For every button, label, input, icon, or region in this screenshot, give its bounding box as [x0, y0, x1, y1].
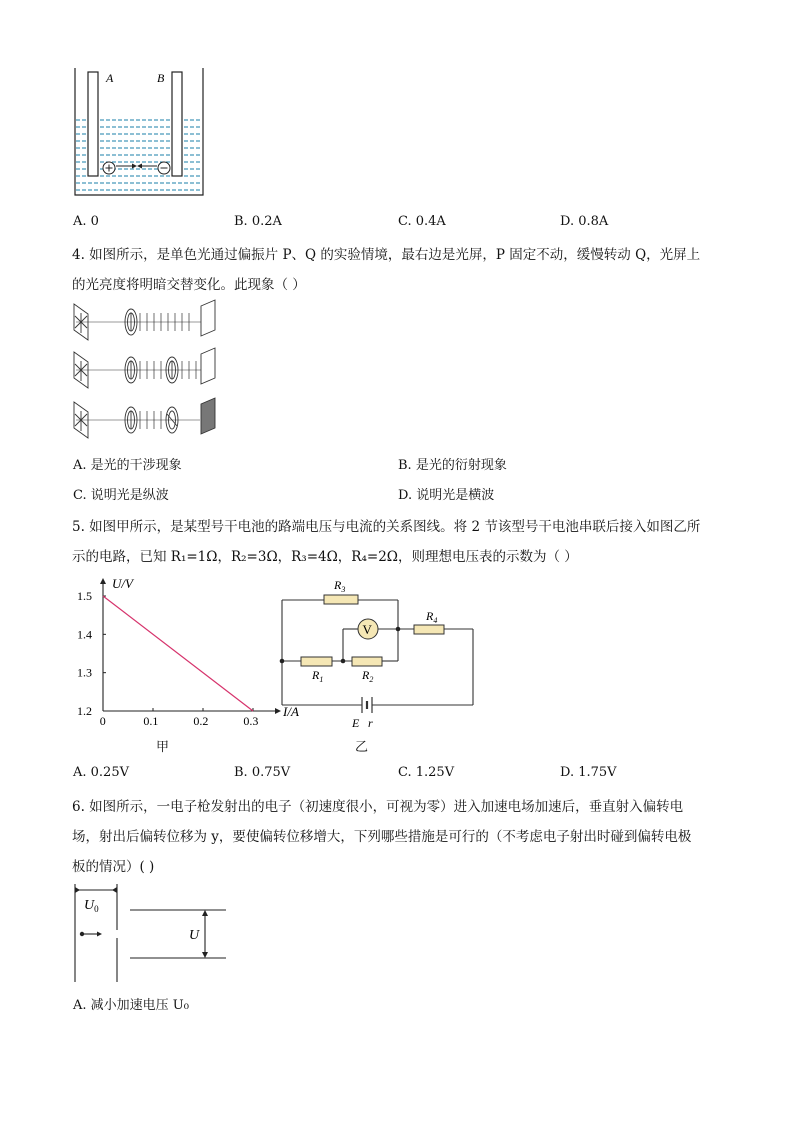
q6-stem-line3: 板的情况）( ): [72, 859, 155, 875]
r1-label: $R_1$: [312, 668, 324, 684]
q5-stem-line1: 5. 如图甲所示，是某型号干电池的路端电压与电流的关系图线。将 2 节该型号干电池串联后接入如图乙所: [72, 519, 701, 535]
data-line: [103, 596, 253, 711]
q5-option-d[interactable]: D. 1.75V: [560, 765, 617, 780]
u0-label: $U_0$: [84, 898, 99, 914]
y-tick-label: 1.3: [77, 665, 92, 680]
y-tick-label: 1.5: [77, 589, 92, 603]
q6-stem-line1: 6. 如图所示，一电子枪发射出的电子（初速度很小，可视为零）进入加速电场加速后，垂直射入偏转电: [72, 799, 684, 815]
plate-b-label: B: [157, 71, 165, 85]
q3-option-d[interactable]: D. 0.8A: [560, 214, 609, 229]
y-tick-label: 1.4: [77, 627, 92, 642]
r4-label: $R_4$: [426, 609, 438, 625]
q4-option-b[interactable]: B. 是光的衍射现象: [398, 458, 507, 473]
q3-option-c[interactable]: C. 0.4A: [398, 214, 446, 229]
q5-option-a[interactable]: A. 0.25V: [73, 765, 129, 780]
q5-option-c[interactable]: C. 1.25V: [398, 765, 455, 780]
plate-a-label: A: [106, 71, 114, 85]
u-label: U: [189, 928, 200, 943]
x-axis-label: I/A: [283, 704, 299, 719]
polarizer-row-2: [74, 348, 215, 388]
resistor-r2: [352, 657, 382, 666]
circuit-figure: [274, 578, 480, 732]
q6-stem-line2: 场，射出后偏转位移为 y，要使偏转位移增大，下列哪些措施是可行的（不考虑电子射出时碰到偏转电极: [72, 829, 692, 845]
q4-option-a[interactable]: A. 是光的干涉现象: [73, 458, 182, 473]
x-tick-label: 0.1: [143, 714, 159, 728]
q6-option-a[interactable]: A. 减小加速电压 U₀: [73, 998, 189, 1013]
polarizer-row-1: [74, 300, 215, 340]
y-tick-label: 1.2: [77, 704, 92, 718]
q4-option-c[interactable]: C. 说明光是纵波: [73, 488, 169, 503]
q5-option-b[interactable]: B. 0.75V: [234, 765, 291, 780]
y-axis-arrow: [100, 578, 106, 584]
y-axis-label: U/V: [112, 576, 133, 591]
polarizer-row-3: [74, 398, 215, 438]
resistor-r4: [414, 625, 444, 634]
q4-stem-line2: 的光亮度将明暗交替变化。此现象（ ）: [72, 277, 306, 293]
polarizer-figure: [70, 300, 222, 444]
q5-stem-line2: 示的电路，已知 R₁=1Ω，R₂=3Ω，R₃=4Ω，R₄=2Ω，则理想电压表的示数为（ ）: [72, 549, 578, 565]
caption-jia: 甲: [156, 740, 170, 755]
ui-chart: [70, 574, 299, 734]
internal-resistance-label: r: [368, 716, 373, 730]
resistor-r3: [324, 595, 358, 604]
electrolyte-tank-figure: [72, 68, 212, 198]
q4-stem-line1: 4. 如图所示，是单色光通过偏振片 P、Q 的实验情境，最右边是光屏，P 固定不动，缓慢转动 Q，光屏上: [72, 247, 701, 263]
caption-yi: 乙: [355, 740, 369, 755]
voltmeter-label: V: [362, 622, 372, 637]
r3-label: $R_3$: [334, 578, 346, 594]
resistor-r1: [301, 657, 332, 666]
electron-gun-figure: [70, 882, 232, 986]
x-tick-label: 0.2: [193, 714, 209, 728]
emf-label: E: [352, 716, 360, 730]
r2-label: $R_2$: [362, 668, 374, 684]
x-tick-label: 0: [99, 714, 106, 728]
q3-option-a[interactable]: A. 0: [73, 214, 99, 229]
plate-a: [88, 72, 98, 176]
plate-b: [172, 72, 182, 176]
q4-option-d[interactable]: D. 说明光是横波: [398, 488, 495, 503]
x-tick-label: 0.3: [243, 714, 259, 728]
electron-icon: [80, 932, 84, 936]
q3-option-b[interactable]: B. 0.2A: [234, 214, 282, 229]
